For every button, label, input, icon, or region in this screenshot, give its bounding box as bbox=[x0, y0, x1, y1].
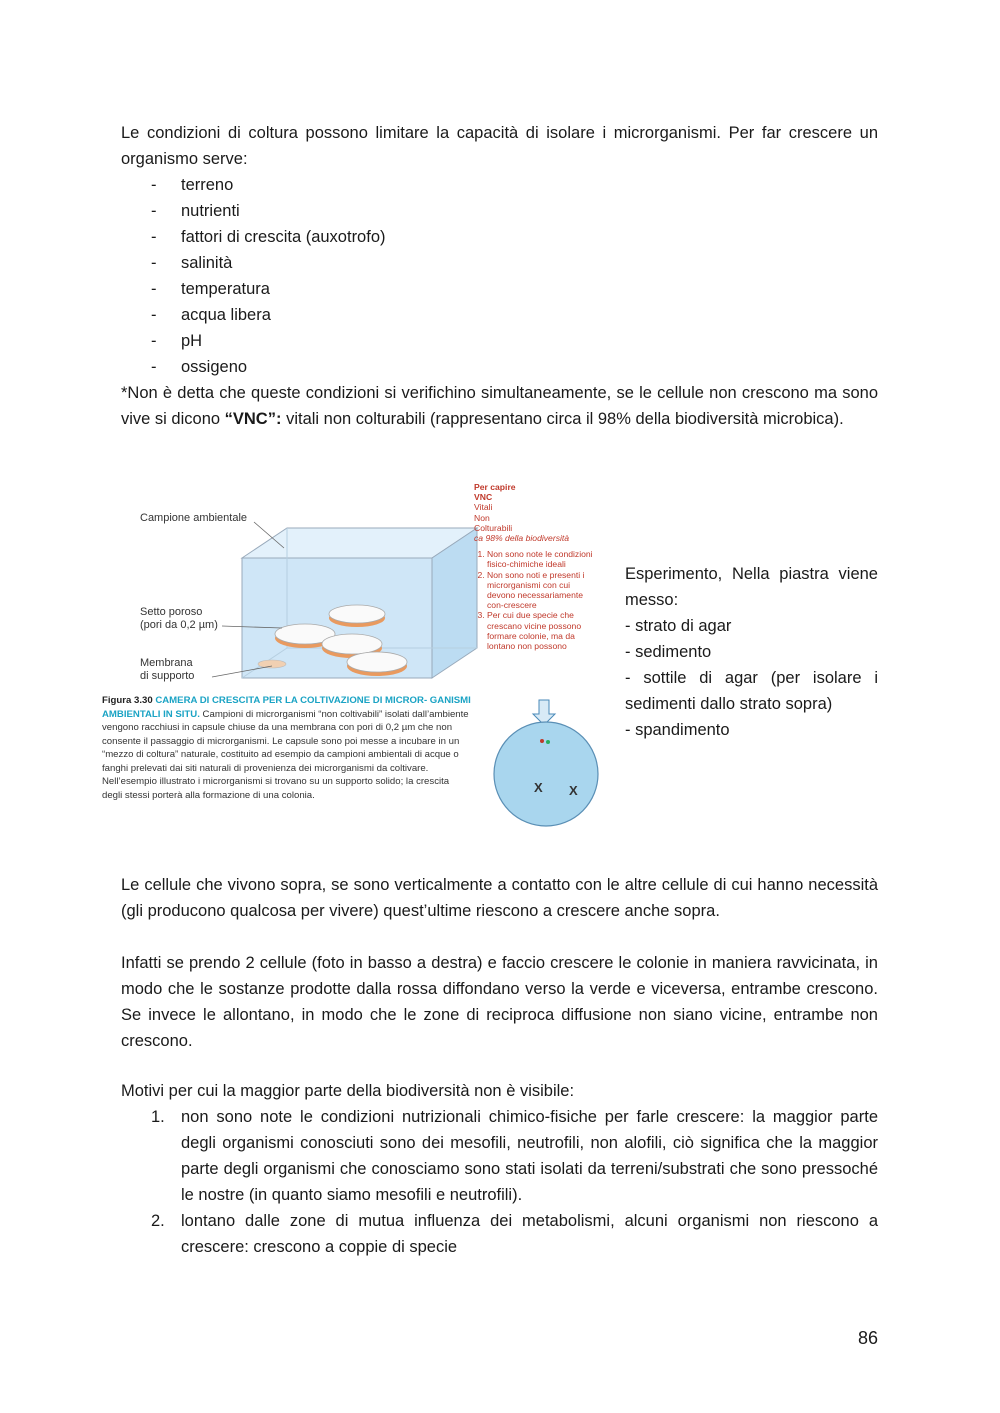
list-item: - nutrienti bbox=[151, 202, 240, 220]
vnc-sidebox: Per capire VNC Vitali Non Colturabili ca 98% della biodiversità 1. Non sono note le condizioni fisico-chimiche ideali 2. Non sono noti e presenti i microrganismi con cui devono necessariamente con-crescere 3. Per cui due specie che crescano vicine possono formare colonie, ma da lontano non possono bbox=[474, 482, 594, 651]
label-setto: Setto poroso bbox=[140, 606, 203, 618]
page-number: 86 bbox=[857, 1328, 878, 1348]
experiment-description: Esperimento, Nella piastra viene messo: - strato di agar - sedimento - sottile di agar (per isolare i sedimenti dallo strato sopra) - spandimento bbox=[625, 565, 878, 739]
label-setto-pores: (pori da 0,2 µm) bbox=[140, 619, 218, 631]
list-item: 2. lontano dalle zone di mutua influenza dei metabolismi, alcuni organismi non riescono a crescere: crescono a coppie di specie bbox=[151, 1212, 878, 1256]
list-item: - salinità bbox=[151, 254, 233, 272]
intro-paragraph: Le condizioni di coltura possono limitare la capacità di isolare i microrganismi. Per far crescere un organismo serve: bbox=[121, 124, 878, 168]
list-item: - pH bbox=[151, 332, 203, 350]
paragraph: Infatti se prendo 2 cellule (foto in basso a destra) e faccio crescere le colonie in maniera ravvicinata, in modo che le sostanze prodotte dalla rossa diffondano verso la verde e viceversa, entrambe crescono. Se invece le allontano, in modo che le zone di reciproca diffusione non siano vicine, entrambe non crescono. bbox=[121, 954, 878, 1050]
list-item: - fattori di crescita (auxotrofo) bbox=[151, 228, 386, 246]
red-colony bbox=[540, 739, 544, 743]
down-arrow-icon bbox=[533, 700, 555, 725]
list-item: - acqua libera bbox=[151, 306, 271, 324]
vnc-note: *Non è detta che queste condizioni si verifichino simultaneamente, se le cellule non crescono ma sono vive si dicono “VNC”: vitali non colturabili (rappresentano circa il 98% della biodiversità microbica). bbox=[121, 384, 878, 428]
reasons-list bbox=[121, 1104, 878, 1260]
paragraph: Le cellule che vivono sopra, se sono verticalmente a contatto con le altre cellule di cui hanno necessità (gli producono qualcosa per vivere) quest’ultime riescono a crescere anche sopra. bbox=[121, 876, 878, 920]
label-membrane: Membrana bbox=[140, 657, 193, 669]
list-item: - terreno bbox=[151, 176, 234, 194]
label-membrane-support: di supporto bbox=[140, 670, 195, 682]
figure-caption: Figura 3.30 CAMERA DI CRESCITA PER LA COLTIVAZIONE DI MICROR- GANISMI AMBIENTALI IN SITU. Campioni di microrganismi “non coltivabili” isolati dall’ambiente vengono racchiusi in capsule chiuse da una membrana con pori di 0,2 µm che non consente il passaggio di microrganismi. Le capsule sono poi messe a incubare in un “mezzo di coltura” naturale, costituito ad esempio da campioni ambientali di acque o fanghi prelevati dai siti naturali di provenienza dei microrganismi da coltivare. Nell’esempio illustrato i microrganismi si trovano su un supporto solido; la crescita degli stessi porterà alla formazione di una colonia. bbox=[102, 695, 471, 801]
mark-x: X bbox=[534, 780, 543, 795]
vnc-term: “VNC”: bbox=[224, 410, 282, 428]
green-colony bbox=[546, 740, 550, 744]
list-item: 1. non sono note le condizioni nutrizionali chimico-fisiche per farle crescere: la maggior parte degli organismi conosciuti sono dei mesofili, neutrofili, non alofili, ciò significa che la maggior parte degli organismi che conosciamo sono stati isolati da terreni/substrati che sono pressoché le nostre (in quanto siamo mesofili e neutrofili). bbox=[151, 1108, 878, 1204]
petri-dish bbox=[494, 722, 598, 826]
list-item: - ossigeno bbox=[151, 358, 248, 376]
label-sample: Campione ambientale bbox=[140, 512, 248, 524]
mark-x: X bbox=[569, 783, 578, 798]
requirements-list bbox=[121, 172, 386, 380]
reasons-intro: Motivi per cui la maggior parte della biodiversità non è visibile: bbox=[121, 1082, 575, 1100]
list-item: - temperatura bbox=[151, 280, 270, 298]
